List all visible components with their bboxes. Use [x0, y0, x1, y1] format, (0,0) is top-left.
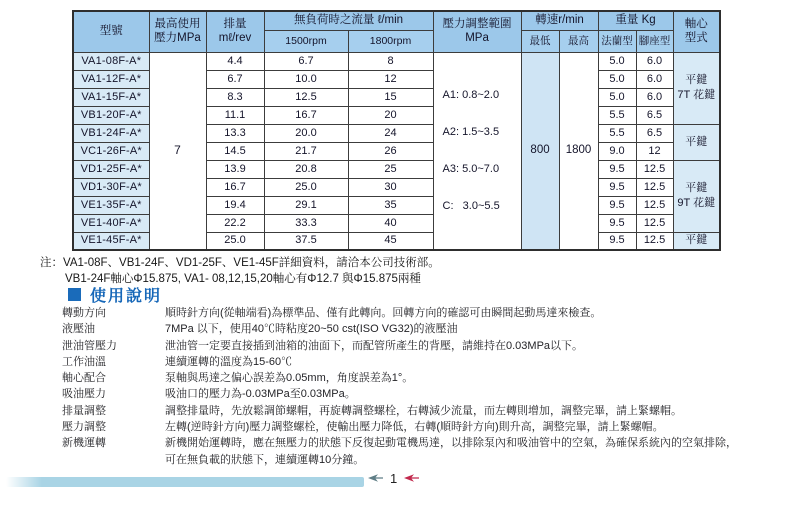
- weight-foot-cell: 6.5: [636, 124, 673, 142]
- model-cell: VC1-26F-A*: [73, 142, 149, 160]
- usage-item-label: 轉動方向: [62, 307, 106, 319]
- usage-item: [62, 321, 752, 337]
- usage-item-text: 泄油管一定要直接插到油箱的油面下，而配管所產生的背壓，請維持在0.03MPa以下。: [165, 339, 584, 352]
- axis-type-cell: 平鍵 9T 花鍵: [673, 160, 720, 232]
- header-speed: 轉速r/min: [521, 11, 598, 30]
- flow-1800-cell: 12: [348, 70, 433, 88]
- footer-decoration-bar: [6, 477, 364, 487]
- speed-max-cell: 1800: [559, 52, 598, 250]
- model-cell: VE1-35F-A*: [73, 196, 149, 214]
- displacement-cell: 8.3: [206, 88, 264, 106]
- weight-foot-cell: 12: [636, 142, 673, 160]
- model-cell: VE1-40F-A*: [73, 214, 149, 232]
- header-max-pressure: 最高使用 壓力MPa: [149, 11, 206, 52]
- header-weight-foot: 腳座型: [636, 30, 673, 52]
- usage-item: [62, 338, 752, 354]
- usage-item-text: 順時針方向(從軸端看)為標準品、僅有此轉向。回轉方向的確認可由瞬間起動馬達來檢查。: [165, 307, 602, 319]
- weight-foot-cell: 6.0: [636, 70, 673, 88]
- flow-1500-cell: 10.0: [264, 70, 348, 88]
- usage-item-text: 調整排量時，先放鬆調節螺帽，再旋轉調整螺栓，右轉減少流量，而左轉則增加，調整完畢，請上緊螺帽。: [165, 404, 682, 417]
- flow-1500-cell: 6.7: [264, 52, 348, 70]
- usage-item-label: 軸心配合: [62, 372, 106, 385]
- model-cell: VB1-24F-A*: [73, 124, 149, 142]
- weight-foot-cell: 12.5: [636, 196, 673, 214]
- usage-item: [62, 305, 752, 321]
- usage-item-text: 新機開始運轉時，應在無壓力的狀態下反復起動電機馬達，以排除泵內和吸油管中的空氣，為確保系統內的空氣排除，可在無負載的狀態下，連續運轉10分鐘。: [165, 437, 737, 466]
- usage-item-text: 吸油口的壓力為-0.03MPa至0.03MPa。: [165, 388, 356, 401]
- usage-item: [62, 354, 752, 370]
- flow-1500-cell: 21.7: [264, 142, 348, 160]
- weight-flange-cell: 5.0: [598, 70, 636, 88]
- weight-flange-cell: 9.5: [598, 196, 636, 214]
- model-cell: VD1-30F-A*: [73, 178, 149, 196]
- header-pressure-range: 壓力調整範圍 MPa: [433, 11, 521, 52]
- header-model: 型號: [73, 11, 149, 52]
- model-cell: VA1-15F-A*: [73, 88, 149, 106]
- weight-flange-cell: 5.5: [598, 106, 636, 124]
- pressure-range-cell: A1: 0.8~2.0 A2: 1.5~3.5 A3: 5.0~7.0 C: 3.0~5.5: [433, 52, 521, 250]
- header-1500rpm: 1500rpm: [264, 30, 348, 52]
- weight-flange-cell: 5.5: [598, 124, 636, 142]
- displacement-cell: 6.7: [206, 70, 264, 88]
- displacement-cell: 11.1: [206, 106, 264, 124]
- model-cell: VD1-25F-A*: [73, 160, 149, 178]
- axis-type-cell: 平鍵 7T 花鍵: [673, 52, 720, 124]
- page-number: 1: [390, 470, 398, 486]
- usage-item: [62, 435, 752, 468]
- usage-item-label: 新機運轉: [62, 437, 106, 450]
- flow-1500-cell: 37.5: [264, 232, 348, 250]
- flow-1800-cell: 35: [348, 196, 433, 214]
- flow-1800-cell: 26: [348, 142, 433, 160]
- header-axis-type: 軸心 型式: [673, 11, 720, 52]
- weight-foot-cell: 12.5: [636, 178, 673, 196]
- usage-item: [62, 419, 752, 435]
- usage-item-text: 7MPa 以下，使用40℃時粘度20~50 cst(ISO VG32)的液壓油: [165, 323, 458, 336]
- flow-1500-cell: 25.0: [264, 178, 348, 196]
- header-speed-min: 最低: [521, 30, 559, 52]
- note-line: 注：VA1-08F、VB1-24F、VD1-25F、VE1-45F詳細資料，請洽本公司技術部。: [40, 257, 440, 269]
- blue-square-bullet-icon: [68, 288, 81, 301]
- weight-flange-cell: 9.0: [598, 142, 636, 160]
- weight-flange-cell: 5.0: [598, 52, 636, 70]
- flow-1500-cell: 29.1: [264, 196, 348, 214]
- displacement-cell: 16.7: [206, 178, 264, 196]
- flow-1800-cell: 15: [348, 88, 433, 106]
- displacement-cell: 13.3: [206, 124, 264, 142]
- displacement-cell: 13.9: [206, 160, 264, 178]
- header-1800rpm: 1800rpm: [348, 30, 433, 52]
- weight-foot-cell: 6.5: [636, 106, 673, 124]
- flow-1500-cell: 20.0: [264, 124, 348, 142]
- flow-1800-cell: 40: [348, 214, 433, 232]
- displacement-cell: 22.2: [206, 214, 264, 232]
- model-cell: VA1-12F-A*: [73, 70, 149, 88]
- displacement-cell: 19.4: [206, 196, 264, 214]
- flow-1800-cell: 45: [348, 232, 433, 250]
- flow-1800-cell: 20: [348, 106, 433, 124]
- flow-1800-cell: 30: [348, 178, 433, 196]
- usage-section-title: [68, 283, 162, 306]
- usage-instructions: [62, 305, 752, 468]
- flow-1500-cell: 12.5: [264, 88, 348, 106]
- note-line: VB1-24F軸心Φ15.875, VA1- 08,12,15,20軸心有Φ12.7 與Φ15.875兩種: [65, 272, 421, 285]
- model-cell: VB1-20F-A*: [73, 106, 149, 124]
- weight-foot-cell: 6.0: [636, 88, 673, 106]
- table-row: [73, 52, 720, 70]
- usage-item-text: 泵軸與馬達之偏心誤差為0.05mm，角度誤差為1°。: [165, 372, 414, 385]
- usage-item-label: 吸油壓力: [62, 388, 106, 401]
- flow-1500-cell: 16.7: [264, 106, 348, 124]
- header-displacement: 排量 mℓ/rev: [206, 11, 264, 52]
- usage-item-label: 泄油管壓力: [62, 339, 117, 352]
- weight-flange-cell: 9.5: [598, 178, 636, 196]
- flow-1800-cell: 8: [348, 52, 433, 70]
- weight-flange-cell: 5.0: [598, 88, 636, 106]
- flow-1500-cell: 20.8: [264, 160, 348, 178]
- spec-table: [72, 10, 721, 251]
- weight-flange-cell: 9.5: [598, 232, 636, 250]
- displacement-cell: 14.5: [206, 142, 264, 160]
- header-flow: 無負荷時之流量 ℓ/min: [264, 11, 433, 30]
- usage-item: [62, 403, 752, 419]
- usage-item-label: 液壓油: [62, 323, 95, 336]
- speed-min-cell: 800: [521, 52, 559, 250]
- usage-item-text: 連續運轉的溫度為15-60℃: [165, 355, 293, 368]
- usage-item-label: 排量調整: [62, 404, 106, 417]
- weight-foot-cell: 6.0: [636, 52, 673, 70]
- displacement-cell: 4.4: [206, 52, 264, 70]
- page-nav-right-arrow-icon[interactable]: [404, 473, 419, 483]
- usage-item: [62, 386, 752, 402]
- weight-flange-cell: 9.5: [598, 214, 636, 232]
- usage-item-label: 壓力調整: [62, 421, 106, 434]
- max-pressure-cell: 7: [149, 52, 206, 250]
- axis-type-cell: 平鍵: [673, 232, 720, 250]
- flow-1500-cell: 33.3: [264, 214, 348, 232]
- weight-foot-cell: 12.5: [636, 214, 673, 232]
- weight-foot-cell: 12.5: [636, 160, 673, 178]
- usage-item: [62, 370, 752, 386]
- usage-title-text: 使用說明: [90, 288, 163, 305]
- flow-1800-cell: 24: [348, 124, 433, 142]
- weight-foot-cell: 12.5: [636, 232, 673, 250]
- page-nav-left-arrow-icon[interactable]: [368, 473, 383, 483]
- page-navigation: [368, 470, 419, 486]
- usage-item-text: 左轉(逆時針方向)壓力調整螺栓，使輸出壓力降低，右轉(順時針方向)則升高，調整完畢，請上緊螺帽。: [165, 421, 664, 434]
- header-weight-flange: 法蘭型: [598, 30, 636, 52]
- axis-type-cell: 平鍵: [673, 124, 720, 160]
- model-cell: VA1-08F-A*: [73, 52, 149, 70]
- flow-1800-cell: 25: [348, 160, 433, 178]
- usage-item-label: 工作油溫: [62, 355, 106, 368]
- model-cell: VE1-45F-A*: [73, 232, 149, 250]
- displacement-cell: 25.0: [206, 232, 264, 250]
- weight-flange-cell: 9.5: [598, 160, 636, 178]
- header-speed-max: 最高: [559, 30, 598, 52]
- header-weight: 重量 Kg: [598, 11, 673, 30]
